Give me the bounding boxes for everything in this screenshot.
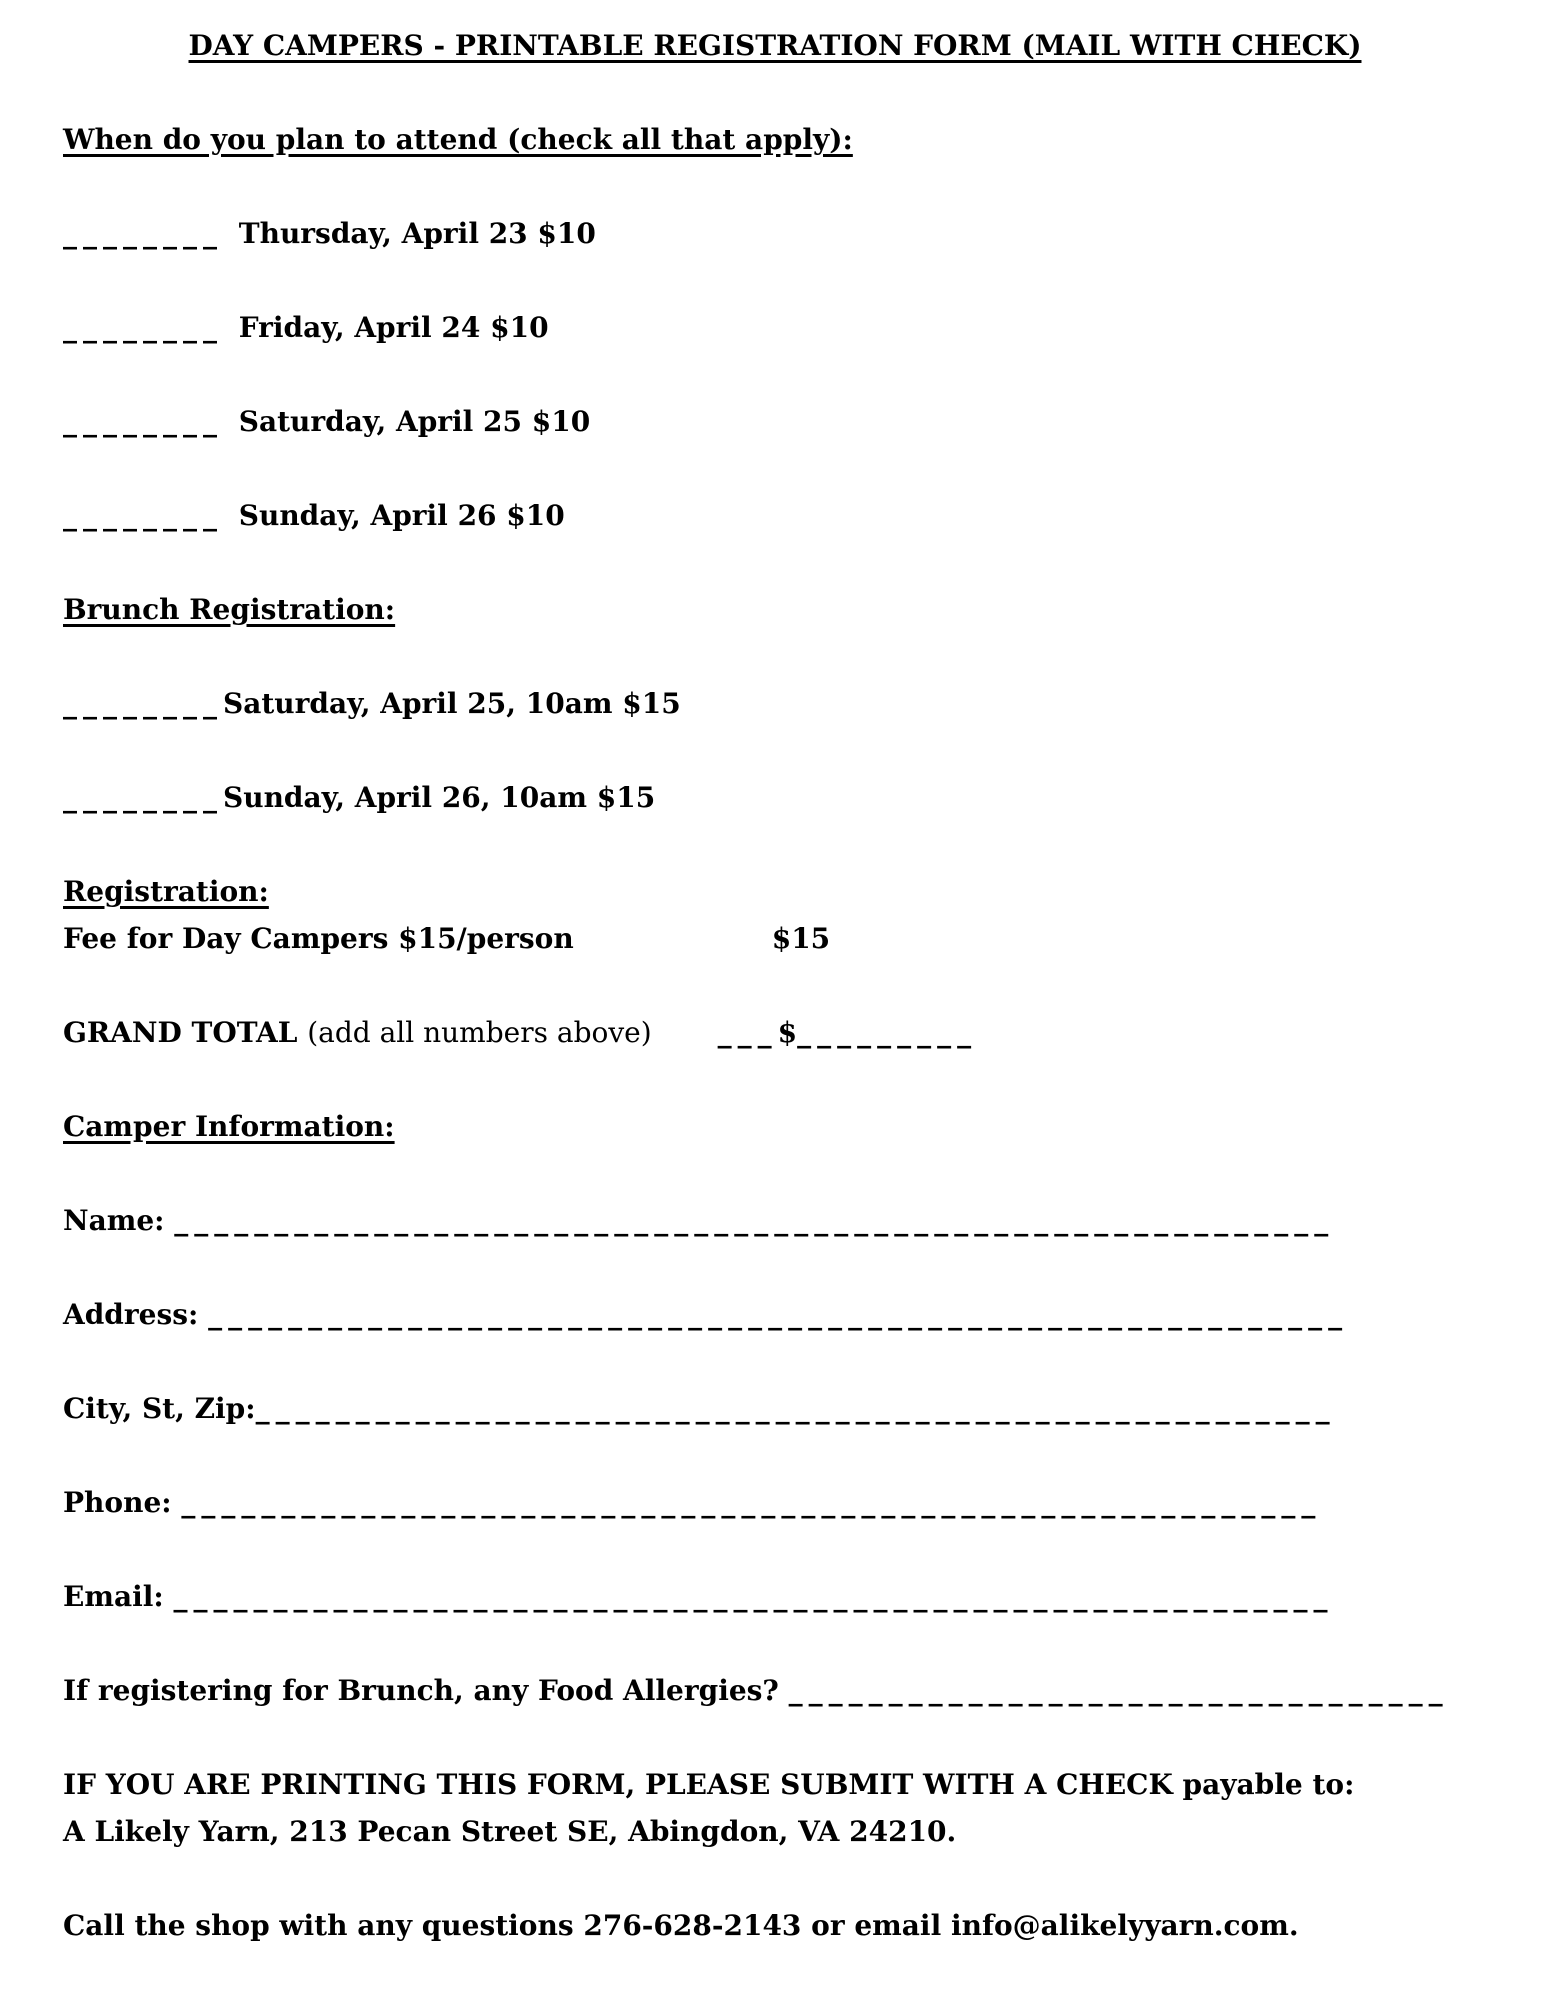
- phone-blank[interactable]: _________________________________________________________: [181, 1486, 1322, 1519]
- attendance-heading-row: [63, 116, 1487, 163]
- name-blank[interactable]: __________________________________________________________: [174, 1204, 1335, 1237]
- brunch-blank-sunday[interactable]: ________: [63, 781, 223, 814]
- camper-info-heading-row: [63, 1103, 1487, 1150]
- submit-instruction-line1: IF YOU ARE PRINTING THIS FORM, PLEASE SUBMIT WITH A CHECK payable to:: [63, 1768, 1355, 1801]
- grand-total-row: [63, 1009, 1487, 1056]
- grand-total-blank-before[interactable]: ___: [717, 1016, 778, 1049]
- attendance-blank-thursday[interactable]: ________: [63, 217, 223, 250]
- brunch-option-label: Saturday, April 25, 10am $15: [223, 687, 681, 720]
- submit-instruction-line2: A Likely Yarn, 213 Pecan Street SE, Abingdon, VA 24210.: [63, 1815, 957, 1848]
- title-row: [63, 22, 1487, 69]
- attendance-blank-friday[interactable]: ________: [63, 311, 223, 344]
- field-row-address: [63, 1291, 1487, 1338]
- address-label: Address:: [63, 1298, 199, 1331]
- attendance-row: [63, 304, 1487, 351]
- attendance-heading: When do you plan to attend (check all that apply):: [63, 123, 853, 156]
- submit-instructions: [63, 1761, 1487, 1855]
- attendance-option-label: Thursday, April 23 $10: [238, 217, 596, 250]
- brunch-row: [63, 774, 1487, 821]
- brunch-heading-row: [63, 586, 1487, 633]
- brunch-option-label: Sunday, April 26, 10am $15: [223, 781, 656, 814]
- attendance-row: [63, 398, 1487, 445]
- email-blank[interactable]: __________________________________________________________: [173, 1580, 1334, 1613]
- dollar-sign: $: [777, 1016, 798, 1049]
- attendance-blank-saturday[interactable]: ________: [63, 405, 223, 438]
- brunch-blank-saturday[interactable]: ________: [63, 687, 223, 720]
- field-row-allergies: [63, 1667, 1487, 1714]
- attendance-row: [63, 210, 1487, 257]
- grand-total-label: GRAND TOTAL: [63, 1016, 298, 1049]
- allergies-blank[interactable]: _________________________________: [788, 1674, 1449, 1707]
- form-title: DAY CAMPERS - PRINTABLE REGISTRATION FORM (MAIL WITH CHECK): [188, 29, 1362, 62]
- city-st-zip-label: City, St, Zip:: [63, 1392, 256, 1425]
- address-blank[interactable]: _________________________________________________________: [208, 1298, 1349, 1331]
- attendance-option-label: Sunday, April 26 $10: [238, 499, 565, 532]
- name-label: Name:: [63, 1204, 165, 1237]
- camper-info-heading: Camper Information:: [63, 1110, 395, 1143]
- attendance-row: [63, 492, 1487, 539]
- allergies-label: If registering for Brunch, any Food Allergies?: [63, 1674, 779, 1707]
- registration-block: [63, 868, 1487, 962]
- attendance-blank-sunday[interactable]: ________: [63, 499, 223, 532]
- grand-total-blank-after[interactable]: _________: [797, 1016, 978, 1049]
- fee-amount: $15: [771, 922, 831, 955]
- attendance-option-label: Saturday, April 25 $10: [238, 405, 591, 438]
- brunch-heading: Brunch Registration:: [63, 593, 396, 626]
- registration-heading: Registration:: [63, 875, 269, 908]
- email-label: Email:: [63, 1580, 164, 1613]
- contact-row: [63, 1902, 1487, 1949]
- field-row-city-st-zip: [63, 1385, 1487, 1432]
- city-st-zip-blank[interactable]: ______________________________________________________: [255, 1392, 1336, 1425]
- field-row-email: [63, 1573, 1487, 1620]
- fee-label: Fee for Day Campers $15/person: [63, 922, 574, 955]
- grand-total-note: (add all numbers above): [307, 1016, 652, 1049]
- field-row-phone: [63, 1479, 1487, 1526]
- brunch-row: [63, 680, 1487, 727]
- attendance-option-label: Friday, April 24 $10: [238, 311, 549, 344]
- field-row-name: [63, 1197, 1487, 1244]
- contact-line: Call the shop with any questions 276-628-2143 or email info@alikelyyarn.com.: [63, 1909, 1299, 1942]
- phone-label: Phone:: [63, 1486, 172, 1519]
